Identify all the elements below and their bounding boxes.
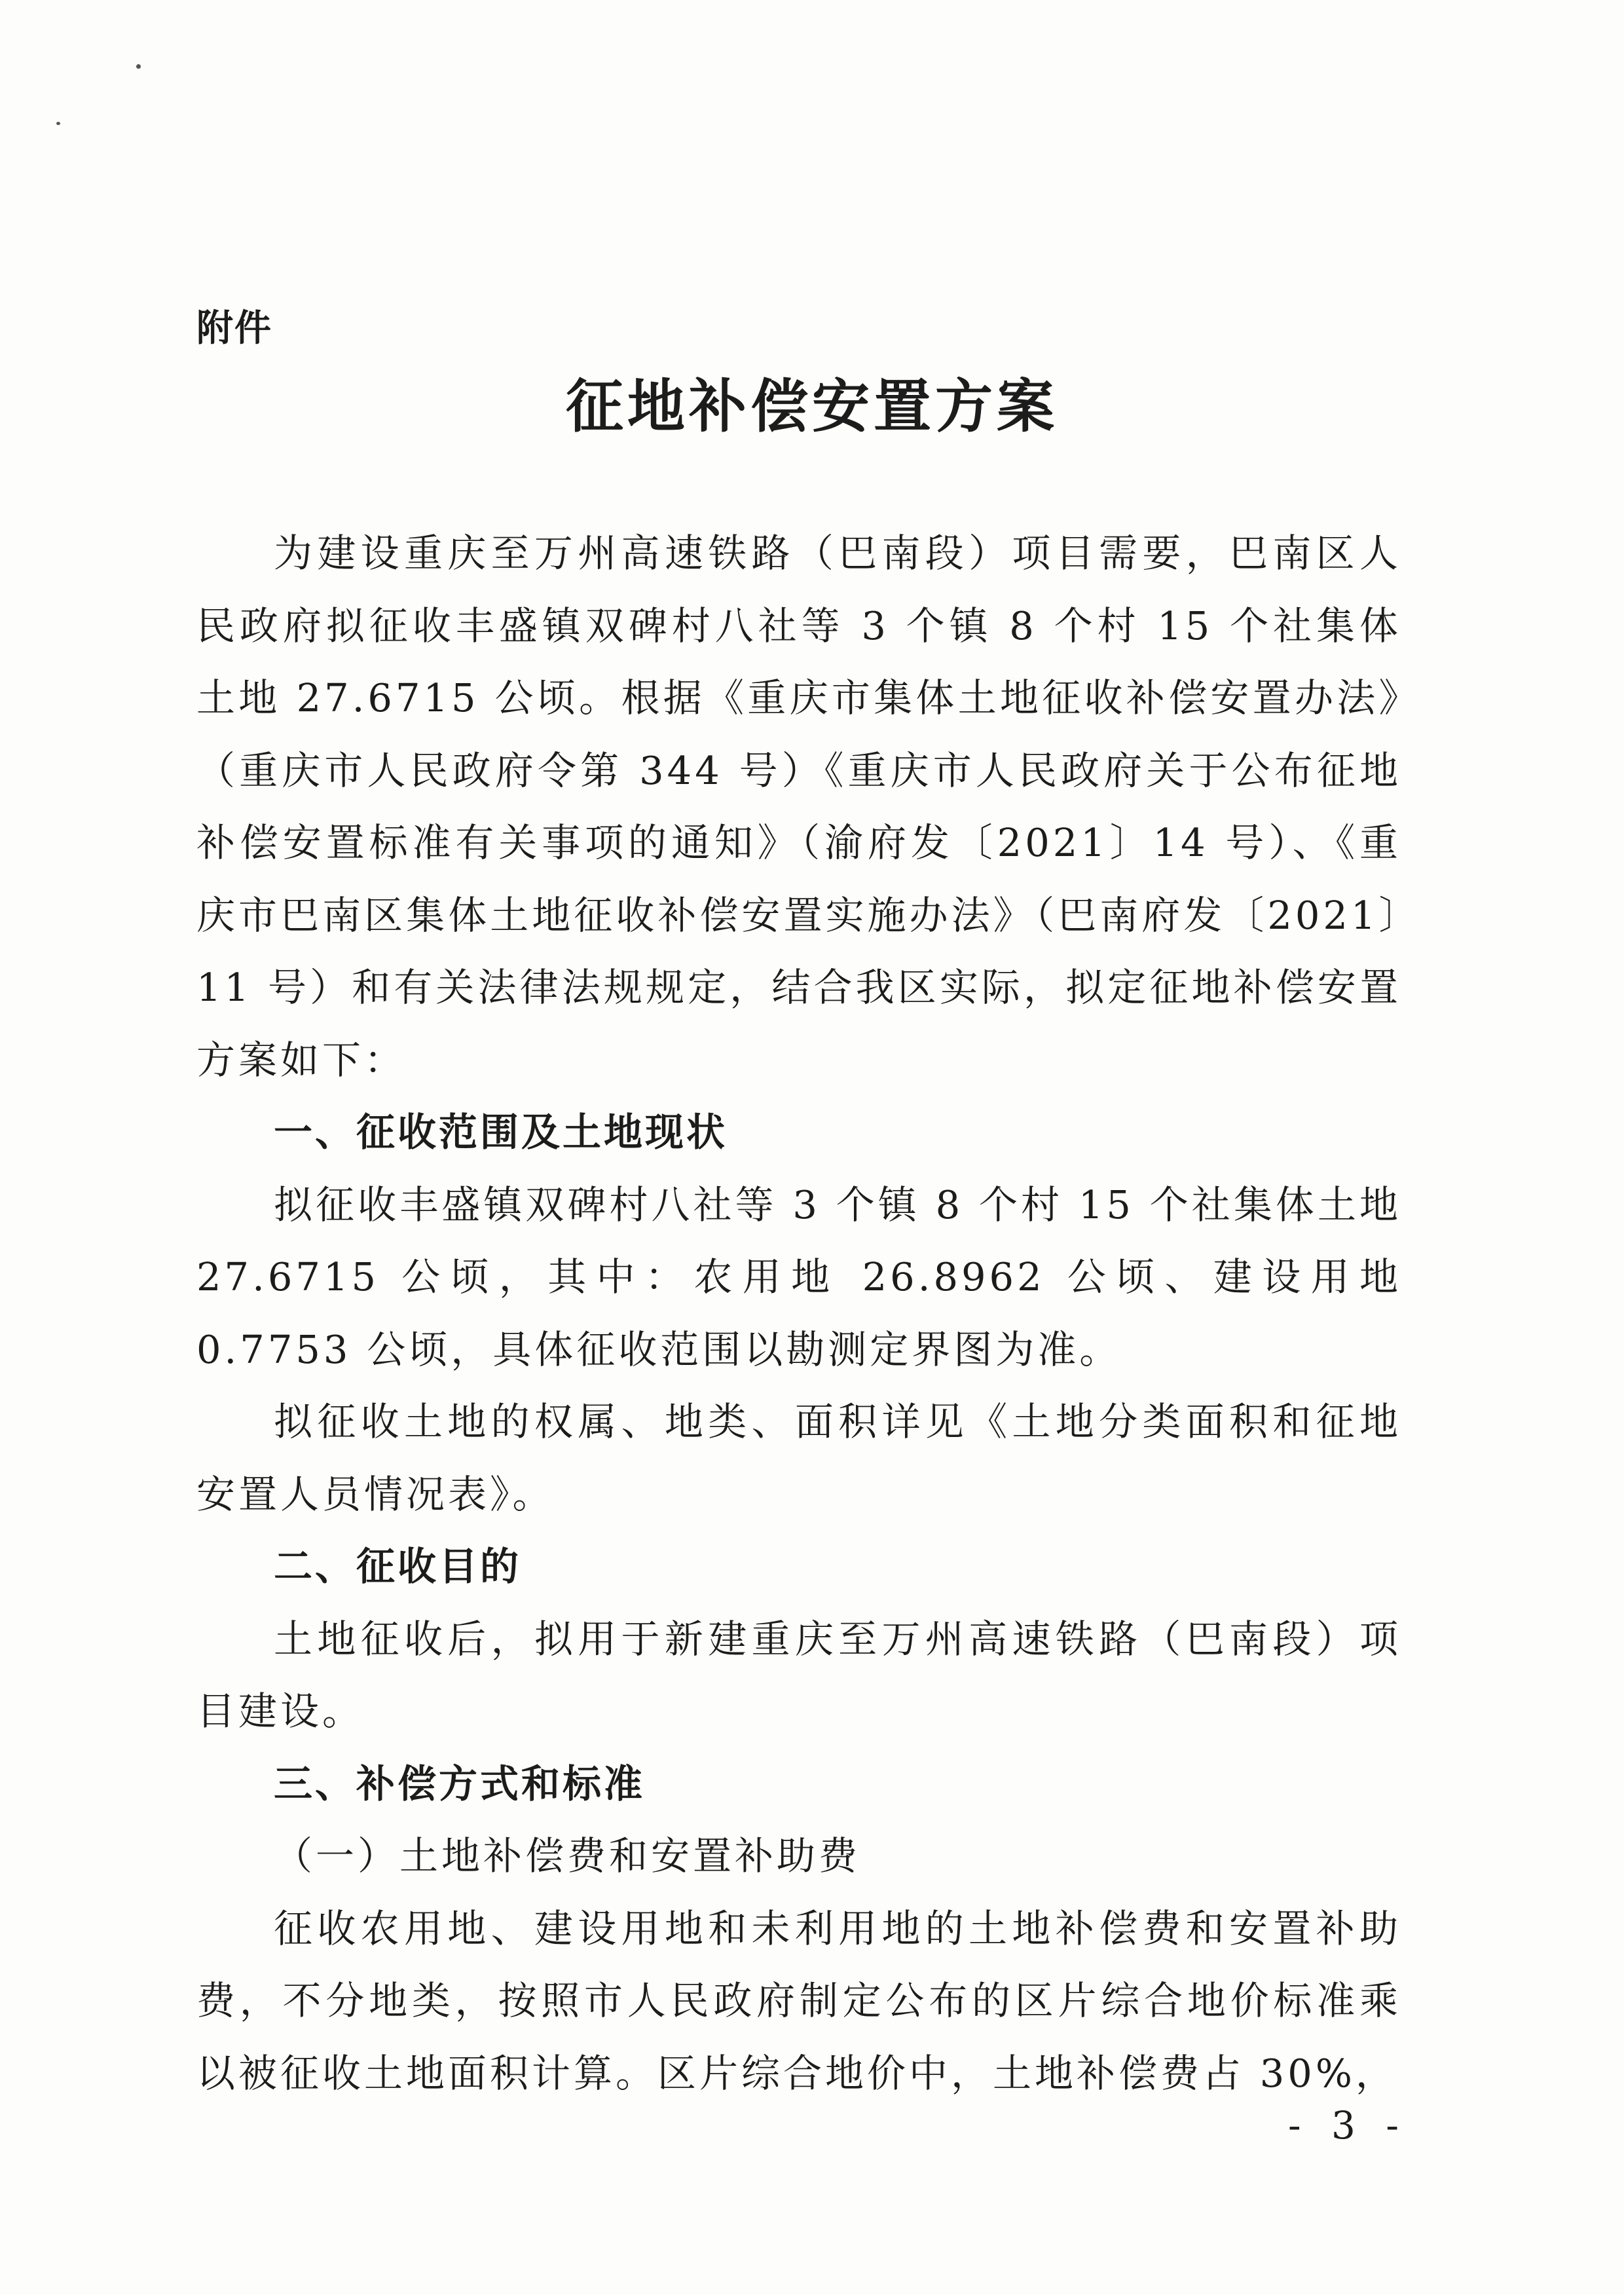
document-title: 征地补偿安置方案 xyxy=(565,372,1058,440)
section-heading-purpose: 二、征收目的 xyxy=(274,1544,522,1589)
scan-speck xyxy=(136,64,141,69)
ownership-paragraph: 拟征收土地的权属、地类、面积详见《土地分类面积和征地安置人员情况表》。 xyxy=(196,1399,1401,1517)
section-heading-compensation: 三、补偿方式和标准 xyxy=(274,1761,646,1806)
scope-paragraph: 拟征收丰盛镇双碑村八社等 3 个镇 8 个村 15 个社集体土地 27.6715 公顷，其中：农用地 26.8962 公顷、建设用地 0.7753 公顷，具体征收范围以勘测定界图为准。 xyxy=(196,1182,1401,1372)
scan-speck xyxy=(56,122,60,125)
subsection-heading-land-compensation: （一）土地补偿费和安置补助费 xyxy=(274,1833,861,1878)
compensation-paragraph: 征收农用地、建设用地和未利用地的土地补偿费和安置补助费，不分地类，按照市人民政府制定公布的区片综合地价标准乘以被征收土地面积计算。区片综合地价中，土地补偿费占 30%， xyxy=(196,1905,1401,2096)
page-number: - 3 - xyxy=(1288,2103,1408,2148)
section-heading-scope: 一、征收范围及土地现状 xyxy=(274,1110,728,1155)
attachment-label: 附件 xyxy=(196,307,272,350)
document-body xyxy=(196,517,1401,2110)
intro-paragraph: 为建设重庆至万州高速铁路（巴南段）项目需要，巴南区人民政府拟征收丰盛镇双碑村八社等 3 个镇 8 个村 15 个社集体土地 27.6715 公顷。根据《重庆市集体土地征收补偿安置办法》（重庆市人民政府令第 344 号）《重庆市人民政府关于公布征地补偿安置标准有关事项的通知》（渝府发〔2021〕14 号）、《重庆市巴南区集体土地征收补偿安置实施办法》（巴南府发〔2021〕11 号）和有关法律法规规定，结合我区实际，拟定征地补偿安置方案如下： xyxy=(196,531,1401,1083)
purpose-paragraph: 土地征收后，拟用于新建重庆至万州高速铁路（巴南段）项目建设。 xyxy=(196,1616,1401,1734)
